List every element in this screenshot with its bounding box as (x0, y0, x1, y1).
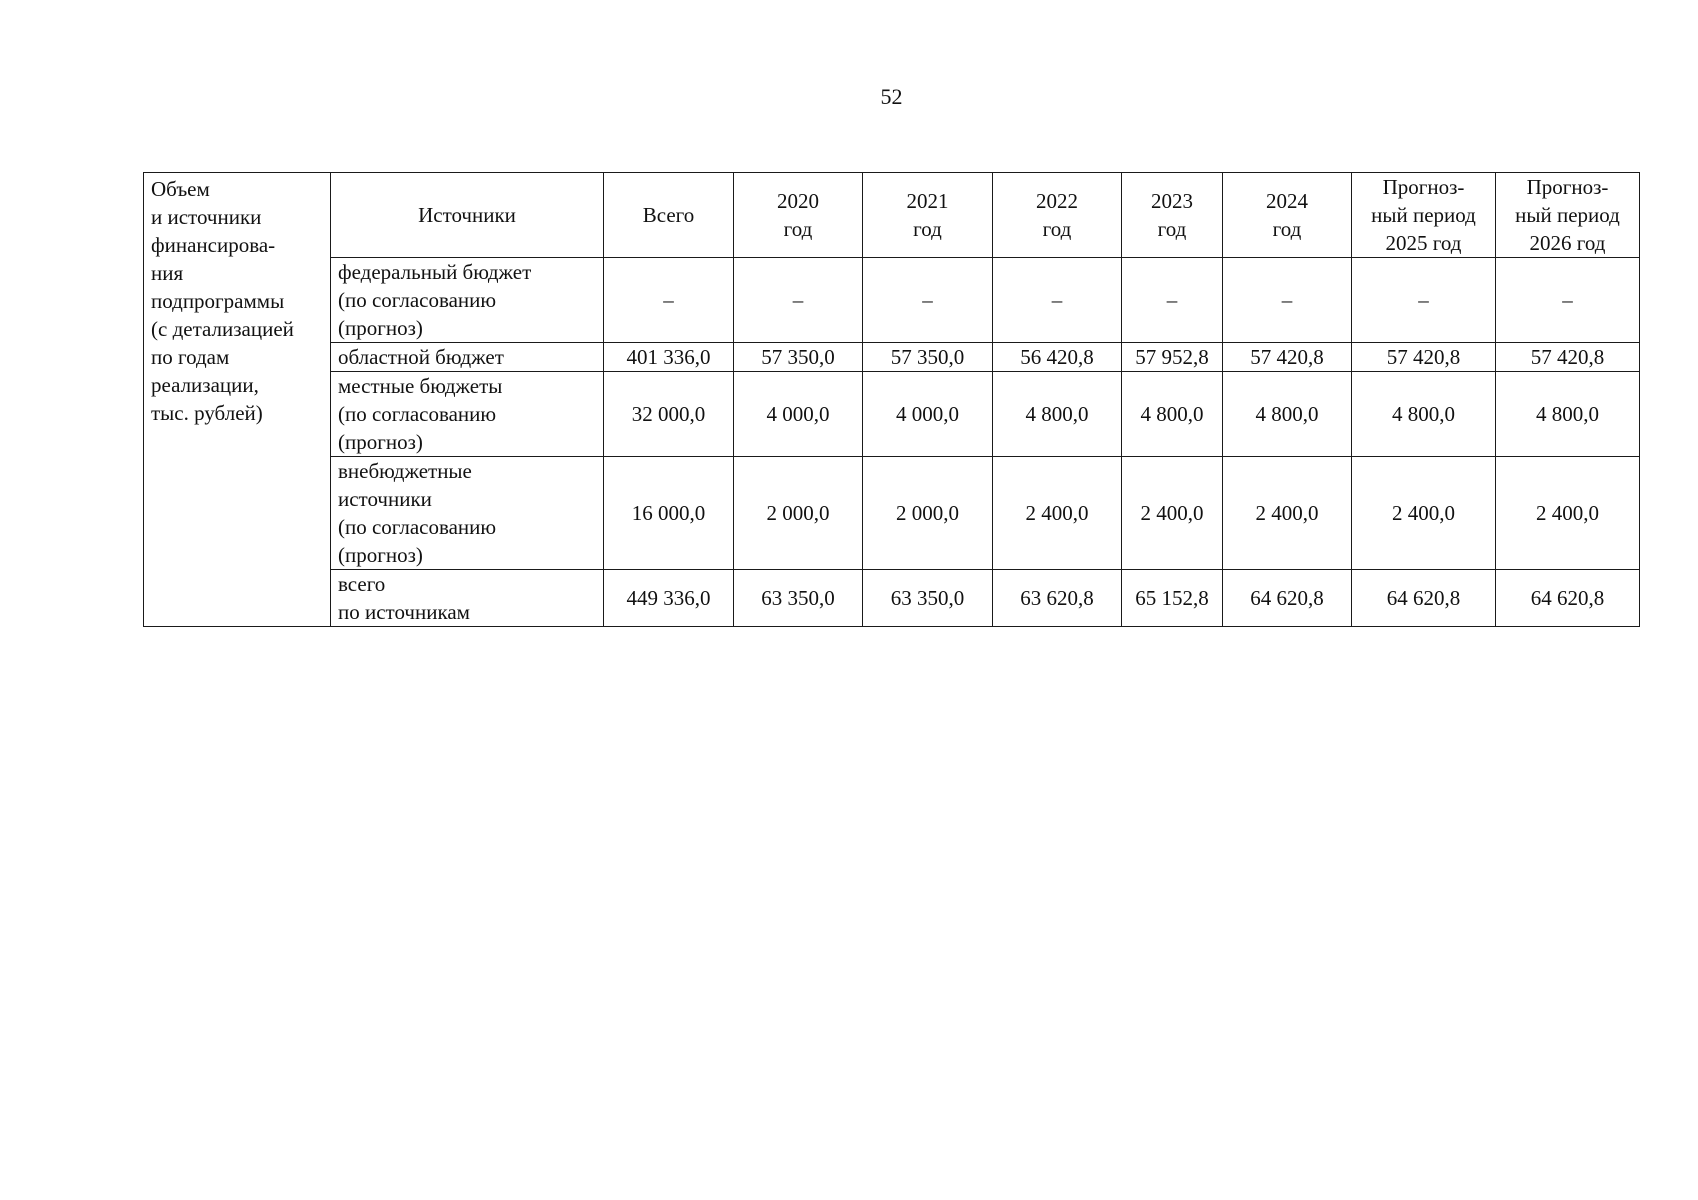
value-cell: 57 952,8 (1122, 343, 1223, 372)
header-cell-2020: 2020 год (734, 173, 863, 258)
value-cell: 401 336,0 (604, 343, 734, 372)
value-cell: – (863, 258, 993, 343)
value-cell: 56 420,8 (993, 343, 1122, 372)
value-cell: 4 800,0 (993, 372, 1122, 457)
value-cell: – (993, 258, 1122, 343)
source-cell: федеральный бюджет (по согласованию (прогноз) (331, 258, 604, 343)
value-cell: 2 400,0 (993, 457, 1122, 570)
value-cell: 63 350,0 (863, 570, 993, 627)
value-cell: 4 800,0 (1223, 372, 1352, 457)
value-cell: 57 420,8 (1496, 343, 1640, 372)
source-cell: областной бюджет (331, 343, 604, 372)
header-cell-total: Всего (604, 173, 734, 258)
value-cell: 4 800,0 (1122, 372, 1223, 457)
value-cell: – (1496, 258, 1640, 343)
value-cell: 65 152,8 (1122, 570, 1223, 627)
header-cell-sources: Источники (331, 173, 604, 258)
value-cell: 32 000,0 (604, 372, 734, 457)
table-row-extrabudgetary (144, 457, 1640, 570)
source-cell: местные бюджеты (по согласованию (прогноз) (331, 372, 604, 457)
value-cell: 4 000,0 (863, 372, 993, 457)
header-cell-2022: 2022 год (993, 173, 1122, 258)
value-cell: 64 620,8 (1352, 570, 1496, 627)
value-cell: – (1122, 258, 1223, 343)
value-cell: 16 000,0 (604, 457, 734, 570)
value-cell: 57 420,8 (1352, 343, 1496, 372)
value-cell: 57 350,0 (863, 343, 993, 372)
value-cell: 2 400,0 (1496, 457, 1640, 570)
value-cell: 57 420,8 (1223, 343, 1352, 372)
table-row-local-budgets (144, 372, 1640, 457)
value-cell: 2 000,0 (863, 457, 993, 570)
value-cell: 2 400,0 (1122, 457, 1223, 570)
value-cell: – (604, 258, 734, 343)
table-row-total (144, 570, 1640, 627)
financing-table (143, 172, 1640, 627)
source-cell: всего по источникам (331, 570, 604, 627)
table-header-row (144, 173, 1640, 258)
value-cell: 449 336,0 (604, 570, 734, 627)
value-cell: 4 800,0 (1352, 372, 1496, 457)
value-cell: – (734, 258, 863, 343)
source-cell: внебюджетные источники (по согласованию (прогноз) (331, 457, 604, 570)
value-cell: 64 620,8 (1496, 570, 1640, 627)
table-row-regional-budget (144, 343, 1640, 372)
header-cell-2021: 2021 год (863, 173, 993, 258)
value-cell: 63 620,8 (993, 570, 1122, 627)
value-cell: 2 400,0 (1352, 457, 1496, 570)
header-cell-forecast-2025: Прогноз- ный период 2025 год (1352, 173, 1496, 258)
value-cell: 57 350,0 (734, 343, 863, 372)
header-cell-2023: 2023 год (1122, 173, 1223, 258)
table-row-federal-budget (144, 258, 1640, 343)
value-cell: – (1223, 258, 1352, 343)
value-cell: 2 000,0 (734, 457, 863, 570)
header-cell-forecast-2026: Прогноз- ный период 2026 год (1496, 173, 1640, 258)
financing-label-cell: Объем и источники финансирова- ния подпрограммы (с детализацией по годам реализации, тыс. рублей) (144, 173, 331, 627)
value-cell: 2 400,0 (1223, 457, 1352, 570)
value-cell: 64 620,8 (1223, 570, 1352, 627)
value-cell: 4 000,0 (734, 372, 863, 457)
value-cell: 4 800,0 (1496, 372, 1640, 457)
header-cell-2024: 2024 год (1223, 173, 1352, 258)
page-number: 52 (880, 84, 903, 109)
value-cell: – (1352, 258, 1496, 343)
value-cell: 63 350,0 (734, 570, 863, 627)
